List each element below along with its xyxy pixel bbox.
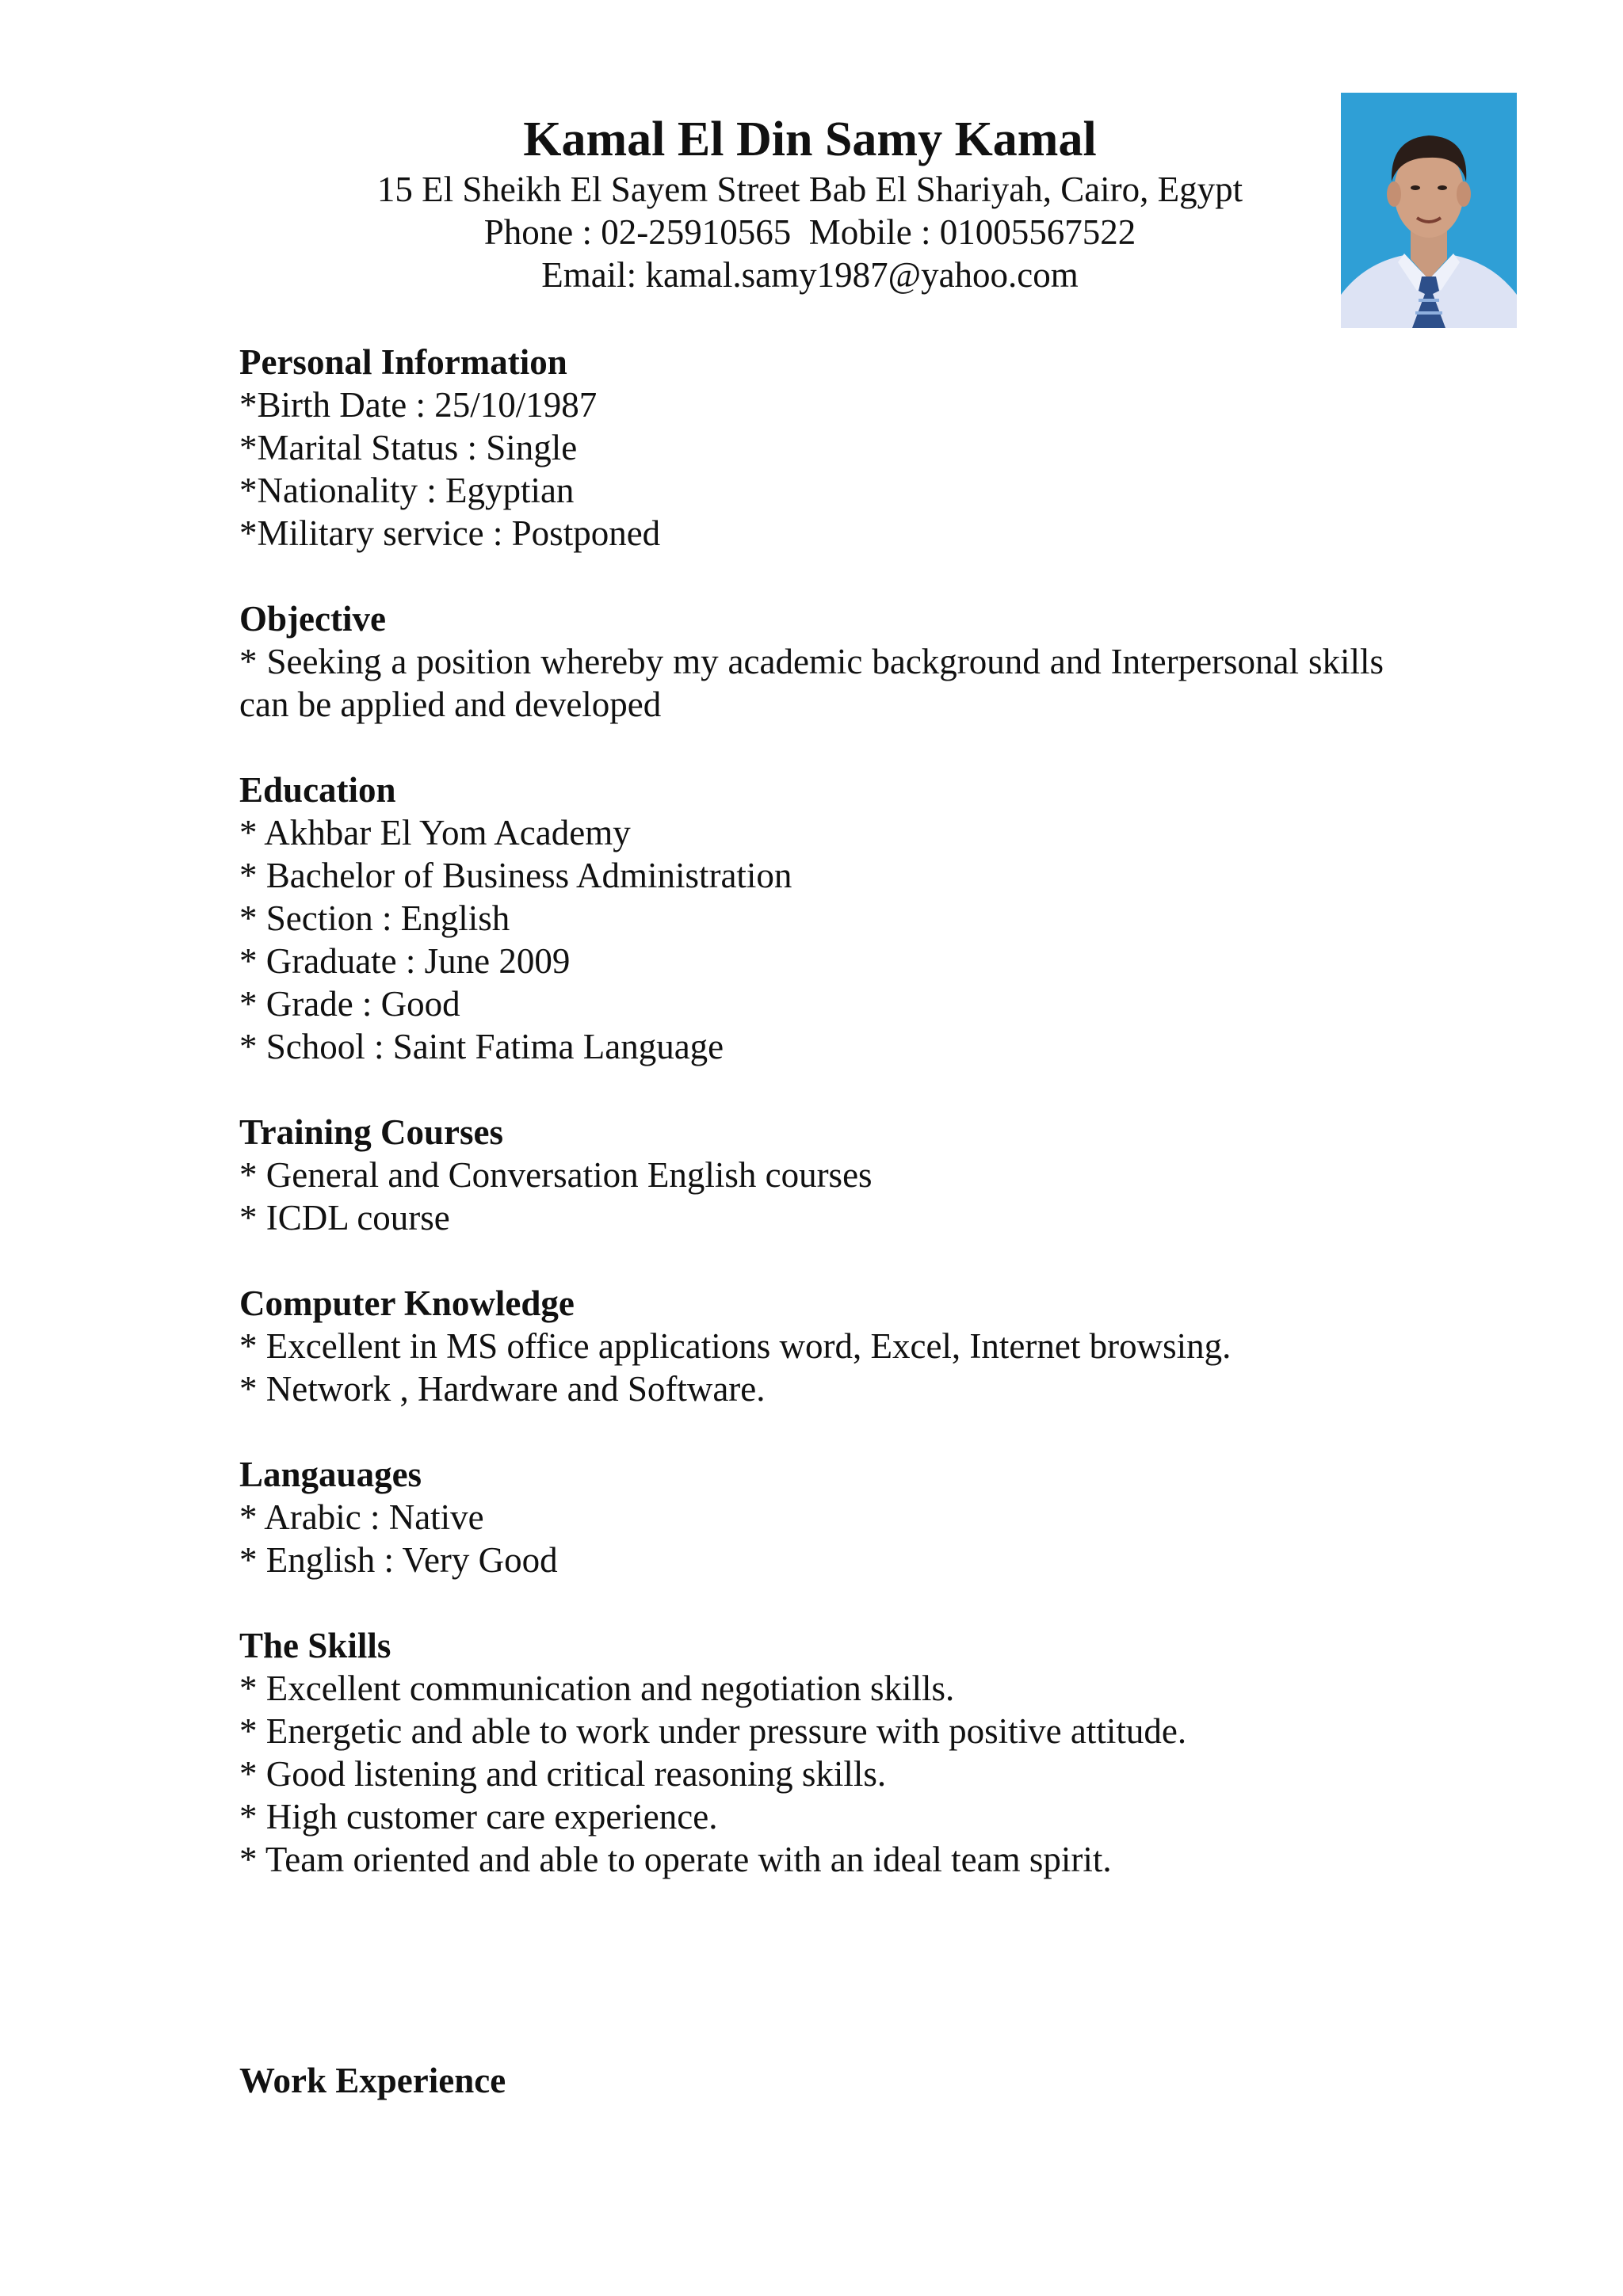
resume-header bbox=[238, 111, 1382, 296]
list-item: * General and Conversation English courses bbox=[239, 1155, 873, 1195]
list-item: * Section : English bbox=[239, 898, 510, 938]
address-line: 15 El Sheikh El Sayem Street Bab El Shariyah, Cairo, Egypt bbox=[376, 170, 1243, 209]
section-title: Training Courses bbox=[239, 1112, 503, 1152]
candidate-name: Kamal El Din Samy Kamal bbox=[523, 113, 1097, 166]
list-item: * High customer care experience. bbox=[239, 1797, 718, 1836]
email-line: Email: kamal.samy1987@yahoo.com bbox=[541, 255, 1079, 295]
list-item: * Network , Hardware and Software. bbox=[239, 1369, 766, 1409]
list-item: *Marital Status : Single bbox=[239, 428, 578, 467]
objective-section bbox=[239, 597, 1384, 726]
list-item: * Grade : Good bbox=[239, 984, 460, 1024]
section-title: Langauages bbox=[239, 1455, 422, 1494]
list-item: * Team oriented and able to operate with an ideal team spirit. bbox=[239, 1840, 1112, 1879]
education-section bbox=[239, 769, 1384, 1068]
languages-section bbox=[239, 1453, 1384, 1581]
list-item: * Akhbar El Yom Academy bbox=[239, 813, 631, 852]
list-item: *Military service : Postponed bbox=[239, 513, 661, 553]
list-item: * Bachelor of Business Administration bbox=[239, 856, 792, 895]
training-courses-section bbox=[239, 1111, 1384, 1239]
personal-information-section bbox=[239, 341, 1384, 555]
list-item: * Excellent communication and negotiation skills. bbox=[239, 1669, 955, 1708]
list-item: *Nationality : Egyptian bbox=[239, 471, 575, 510]
list-item: * ICDL course bbox=[239, 1198, 450, 1238]
list-item: * Arabic : Native bbox=[239, 1497, 484, 1537]
section-title: Computer Knowledge bbox=[239, 1283, 575, 1323]
computer-knowledge-section bbox=[239, 1282, 1384, 1410]
list-item: * English : Very Good bbox=[239, 1540, 558, 1580]
work-experience-section bbox=[239, 2059, 506, 2102]
objective-text: * Seeking a position whereby my academic background and Interpersonal skills can be applied and developed bbox=[239, 642, 1384, 724]
list-item: * Good listening and critical reasoning skills. bbox=[239, 1754, 887, 1794]
skills-section bbox=[239, 1624, 1384, 1881]
section-title: Objective bbox=[239, 599, 386, 639]
list-item: * Excellent in MS office applications word, Excel, Internet browsing. bbox=[239, 1326, 1232, 1366]
list-item: * Energetic and able to work under pressure with positive attitude. bbox=[239, 1711, 1187, 1751]
section-title: Work Experience bbox=[239, 2061, 506, 2100]
list-item: * School : Saint Fatima Language bbox=[239, 1027, 724, 1066]
section-title: Education bbox=[239, 770, 396, 810]
phone-line: Phone : 02-25910565 Mobile : 01005567522 bbox=[483, 212, 1136, 252]
profile-photo bbox=[1341, 93, 1517, 328]
list-item: *Birth Date : 25/10/1987 bbox=[239, 385, 598, 425]
section-title: Personal Information bbox=[239, 342, 567, 382]
resume-body bbox=[239, 341, 1384, 1924]
section-title: The Skills bbox=[239, 1626, 391, 1665]
list-item: * Graduate : June 2009 bbox=[239, 941, 571, 981]
